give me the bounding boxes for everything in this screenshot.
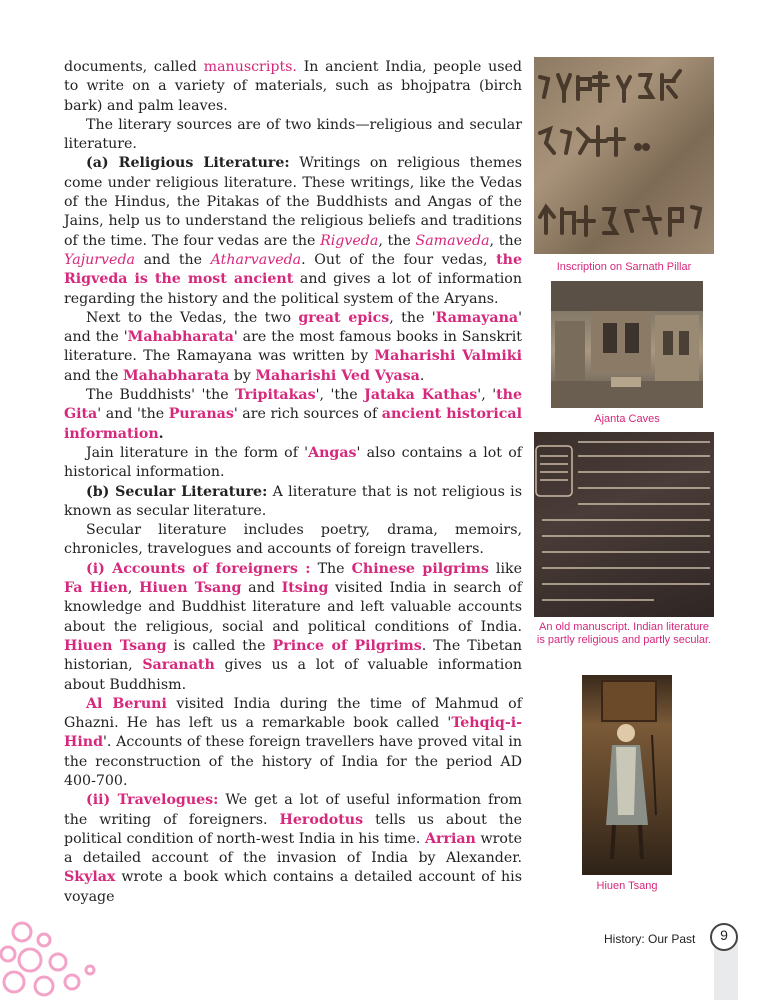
term-rigveda: Rigveda bbox=[320, 232, 379, 249]
text: A literature that is not religious is known as secular literature. bbox=[64, 483, 522, 519]
text: ', 'the bbox=[315, 387, 365, 404]
text: ' are rich sources of bbox=[233, 406, 382, 423]
text: Writings on religious themes come under religious literature. These writings, like the Vedas of the Hindus, the Pitakas of the Buddhists and Angas of the Jains, help us to understand the religious beliefs and traditions of the time. The four vedas are the bbox=[64, 155, 523, 249]
decorative-circles bbox=[0, 910, 110, 1000]
caption-sarnath: Inscription on Sarnath Pillar bbox=[556, 261, 692, 273]
term-samaveda: Samaveda bbox=[415, 232, 490, 249]
ajanta-caves-image bbox=[551, 281, 703, 408]
text: . bbox=[158, 425, 164, 442]
text: is called the bbox=[166, 637, 273, 654]
term-atharvaveda: Atharvaveda bbox=[210, 251, 302, 268]
text: . The Tibetan historian, bbox=[64, 637, 522, 674]
text: and gives a lot of information regarding the history and the political system of the Aryans. bbox=[64, 271, 522, 307]
text: . Out of the four vedas, bbox=[301, 251, 497, 268]
caption-ajanta: Ajanta Caves bbox=[594, 413, 660, 425]
text: In ancient India, people used to write on a variety of materials, such as bhojpatra (birch bark) and palm leaves. bbox=[64, 59, 522, 114]
ajanta-caves-drawing bbox=[551, 281, 703, 408]
footer-book-title: History: Our Past bbox=[604, 932, 696, 946]
text: The Buddhists' 'the bbox=[86, 387, 236, 404]
term-herodotus: Herodotus bbox=[279, 811, 364, 828]
text: Next to the Vedas, the two bbox=[86, 309, 299, 326]
term-tripitakas: Tripitakas bbox=[235, 387, 316, 404]
term-chinese-pilgrims: Chinese pilgrims bbox=[351, 560, 489, 577]
text: The bbox=[310, 560, 352, 577]
term-ancient-historical-information: ancient historical information bbox=[64, 406, 523, 442]
sarnath-pillar-image bbox=[534, 57, 714, 254]
text: We get a lot of useful information from the writing of foreigners. bbox=[64, 792, 522, 828]
text: wrote a detailed account of the invasion of India by Alexander. bbox=[64, 830, 523, 867]
text: and the bbox=[135, 251, 211, 268]
text: ' also contains a lot of historical information. bbox=[64, 444, 522, 481]
term-ved-vyasa: Maharishi Ved Vyasa bbox=[255, 367, 420, 384]
term-gita: the Gita bbox=[64, 387, 522, 423]
caption-hiuen-tsang: Hiuen Tsang bbox=[596, 880, 658, 892]
paragraph-buddhists bbox=[64, 386, 522, 444]
heading-secular-literature: (b) Secular Literature: bbox=[86, 483, 268, 500]
paragraph-two-kinds: The literary sources are of two kinds—religious and secular literature. bbox=[64, 116, 522, 153]
main-text-column bbox=[64, 58, 522, 907]
term-rigveda-ancient: the Rigveda is the most ancient bbox=[64, 251, 522, 288]
term-puranas: Puranas bbox=[168, 406, 234, 423]
paragraph-jain bbox=[64, 444, 522, 483]
text: Jain literature in the form of ' bbox=[86, 444, 309, 461]
text: ' are the most famous books in Sanskrit literature. The Ramayana was written by bbox=[64, 329, 522, 365]
page-number: 9 bbox=[720, 927, 728, 943]
text: , the bbox=[489, 232, 522, 249]
term-manuscripts: manuscripts. bbox=[203, 59, 297, 75]
paragraph-foreigners bbox=[64, 560, 522, 695]
text: . bbox=[419, 367, 425, 384]
term-ramayana: Ramayana bbox=[435, 309, 519, 326]
term-jataka-kathas: Jataka Kathas bbox=[364, 387, 478, 404]
text: visited India during the time of Mahmud of Ghazni. He has left us a remarkable book called ' bbox=[64, 695, 522, 732]
text: gives us a lot of valuable information about Buddhism. bbox=[64, 657, 523, 693]
paragraph-al-beruni bbox=[64, 695, 522, 791]
paragraph-religious-literature bbox=[64, 154, 522, 308]
hiuen-tsang-image bbox=[582, 675, 672, 875]
paragraph-epics bbox=[64, 309, 522, 386]
text: '. Accounts of these foreign travellers have proved vital in the reconstruction of the history of India for the period AD 400-700. bbox=[64, 734, 522, 789]
text: and the bbox=[64, 367, 123, 384]
caption-manuscript: An old manuscript. Indian literature is partly religious and partly secular. bbox=[536, 621, 712, 646]
brahmi-inscription-drawing bbox=[534, 57, 714, 254]
term-yajurveda: Yajurveda bbox=[64, 251, 135, 268]
text: ' and the ' bbox=[64, 309, 522, 346]
term-valmiki: Maharishi Valmiki bbox=[374, 348, 522, 365]
paragraph-secular-includes: Secular literature includes poetry, drama, memoirs, chronicles, travelogues and accounts of foreign travellers. bbox=[64, 522, 522, 558]
heading-travelogues: (ii) Travelogues: bbox=[86, 792, 219, 809]
term-hiuen-tsang: Hiuen Tsang bbox=[139, 580, 242, 597]
term-skylax: Skylax bbox=[64, 869, 116, 886]
text: , the bbox=[378, 232, 416, 249]
heading-accounts-of-foreigners: (i) Accounts of foreigners : bbox=[86, 560, 311, 577]
text: ' and 'the bbox=[97, 406, 169, 423]
paragraph-travelogues bbox=[64, 791, 522, 907]
paragraph-manuscripts bbox=[64, 58, 522, 116]
old-manuscript-image bbox=[534, 432, 714, 617]
text: , the ' bbox=[389, 309, 436, 326]
term-prince-of-pilgrims: Prince of Pilgrims bbox=[272, 637, 422, 654]
term-arrian: Arrian bbox=[425, 830, 476, 847]
term-great-epics: great epics bbox=[298, 309, 390, 326]
heading-religious-literature: (a) Religious Literature: bbox=[86, 155, 290, 172]
term-hiuen-tsang: Hiuen Tsang bbox=[64, 637, 167, 654]
hiuen-tsang-drawing bbox=[582, 675, 672, 875]
text: wrote a book which contains a detailed account of his voyage bbox=[64, 869, 522, 905]
term-tehqiq-i-hind: Tehqiq-i-Hind bbox=[64, 715, 522, 751]
term-mahabharata: Mahabharata bbox=[122, 367, 230, 384]
text: tells us about the political condition of north-west India in his time. bbox=[64, 811, 522, 847]
text: visited India in search of knowledge and Buddhist literature and left valuable accounts about the religious, social and political conditions of India. bbox=[64, 580, 522, 635]
term-al-beruni: Al Beruni bbox=[86, 695, 167, 712]
text: like bbox=[488, 560, 522, 577]
text: by bbox=[229, 367, 256, 384]
text: documents, called bbox=[64, 59, 204, 75]
manuscript-drawing bbox=[534, 432, 714, 617]
term-saranath: Saranath bbox=[142, 657, 215, 674]
term-fa-hien: Fa Hien bbox=[64, 580, 128, 597]
term-mahabharata: Mahabharata bbox=[127, 329, 234, 346]
text: ', ' bbox=[477, 387, 497, 404]
term-angas: Angas bbox=[308, 444, 357, 461]
term-itsing: Itsing bbox=[281, 580, 329, 597]
text: , bbox=[127, 580, 140, 597]
paragraph-secular-literature bbox=[64, 483, 522, 522]
text: and bbox=[241, 580, 282, 597]
